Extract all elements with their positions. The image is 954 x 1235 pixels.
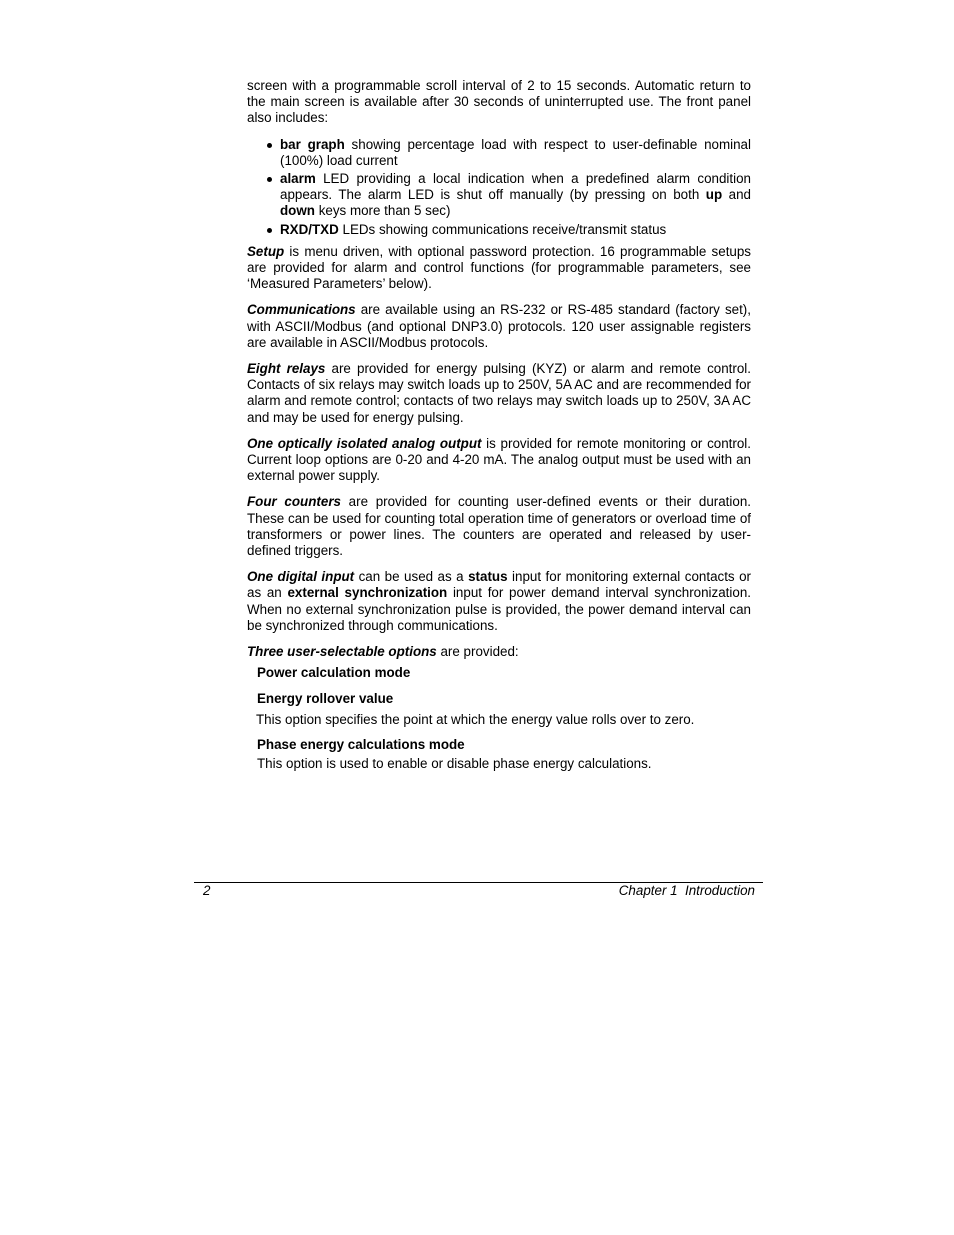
- counters-text: are provided for counting user-defined events or their duration. These can be used for counting total operation time of generators or overload time of transformers or power lines. The counters are operated and released by user-defined triggers.: [247, 494, 751, 559]
- relays-text: are provided for energy pulsing (KYZ) or alarm and remote control. Contacts of six relays may switch loads up to 250V, 5A AC and are recommended for alarm and remote control; contacts of two relays may switch loads up to 250V, 3A AC and may be used for energy pulsing.: [247, 361, 751, 425]
- analog-output-paragraph: [247, 436, 751, 485]
- digital-input-term: One digital input: [247, 569, 355, 585]
- page-number: 2: [203, 883, 211, 898]
- chapter-title: Chapter 1 Introduction: [618, 883, 755, 898]
- bullet-text: LED providing a local indication when a predefined alarm condition appears. The alarm LED is shut off manually (by pressing on both: [280, 171, 751, 203]
- digital-input-paragraph: [247, 569, 751, 634]
- counters-term: Four counters: [247, 494, 341, 510]
- counters-paragraph: [247, 494, 751, 559]
- communications-paragraph: [247, 302, 751, 351]
- digital-input-text: input for monitoring external contacts or as an: [247, 569, 752, 601]
- options-intro-paragraph: [247, 644, 751, 660]
- external-sync-term: external synchronization: [287, 585, 448, 601]
- body-text: [247, 78, 751, 781]
- list-item: [280, 171, 751, 220]
- option-desc-energy-rollover: This option specifies the point at which the energy value rolls over to zero.: [256, 711, 695, 727]
- setup-paragraph: [247, 244, 751, 293]
- options-intro-text: are provided:: [436, 644, 519, 660]
- option-desc-phase-energy: This option is used to enable or disable phase energy calculations.: [257, 756, 652, 772]
- setup-term: Setup: [247, 243, 285, 259]
- relays-term: Eight relays: [247, 361, 326, 377]
- analog-output-text: is provided for remote monitoring or control. Current loop options are 0-20 and 4-20 mA. The analog output must be used with an external power supply.: [247, 435, 751, 484]
- option-title-phase-energy: Phase energy calculations mode: [257, 736, 465, 752]
- list-item: [280, 222, 751, 238]
- option-title-energy-rollover: Energy rollover value: [257, 690, 394, 706]
- bullet-text: keys more than 5 sec): [314, 203, 451, 219]
- bullet-text: showing percentage load with respect to user-definable nominal (100%) load current: [280, 136, 751, 168]
- bullet-term: alarm: [280, 171, 316, 187]
- key-down: down: [280, 203, 315, 219]
- relays-paragraph: [247, 361, 751, 426]
- options-intro-term: Three user-selectable options: [247, 644, 437, 660]
- bullet-term: RXD/TXD: [280, 221, 339, 237]
- intro-paragraph: screen with a programmable scroll interval of 2 to 15 seconds. Automatic return to the main screen is available after 30 seconds of uninterrupted use. The front panel also includes:: [247, 78, 751, 126]
- bullet-text: LEDs showing communications receive/transmit status: [338, 221, 667, 237]
- digital-input-text: can be used as a: [354, 569, 469, 585]
- digital-input-text: input for power demand interval synchronization. When no external synchronization pulse is provided, the power demand interval can be synchronized through communications.: [247, 585, 751, 633]
- communications-term: Communications: [247, 302, 356, 318]
- list-item: [280, 137, 751, 169]
- analog-output-term: One optically isolated analog output: [247, 435, 482, 451]
- status-term: status: [468, 569, 508, 585]
- key-up: up: [705, 187, 723, 203]
- setup-text: is menu driven, with optional password protection. 16 programmable setups are provided for alarm and control functions (for programmable parameters, see ‘Measured Parameters’ below).: [247, 243, 751, 292]
- option-title-power-calculation: Power calculation mode: [257, 665, 411, 681]
- bullet-text: and: [722, 187, 751, 203]
- bullet-term: bar graph: [280, 136, 345, 152]
- communications-text: are available using an RS-232 or RS-485 standard (factory set), with ASCII/Modbus (and optional DNP3.0) protocols. 120 user assignable registers are available in ASCII/Modbus protocols.: [247, 302, 751, 350]
- front-panel-features-list: [247, 137, 751, 238]
